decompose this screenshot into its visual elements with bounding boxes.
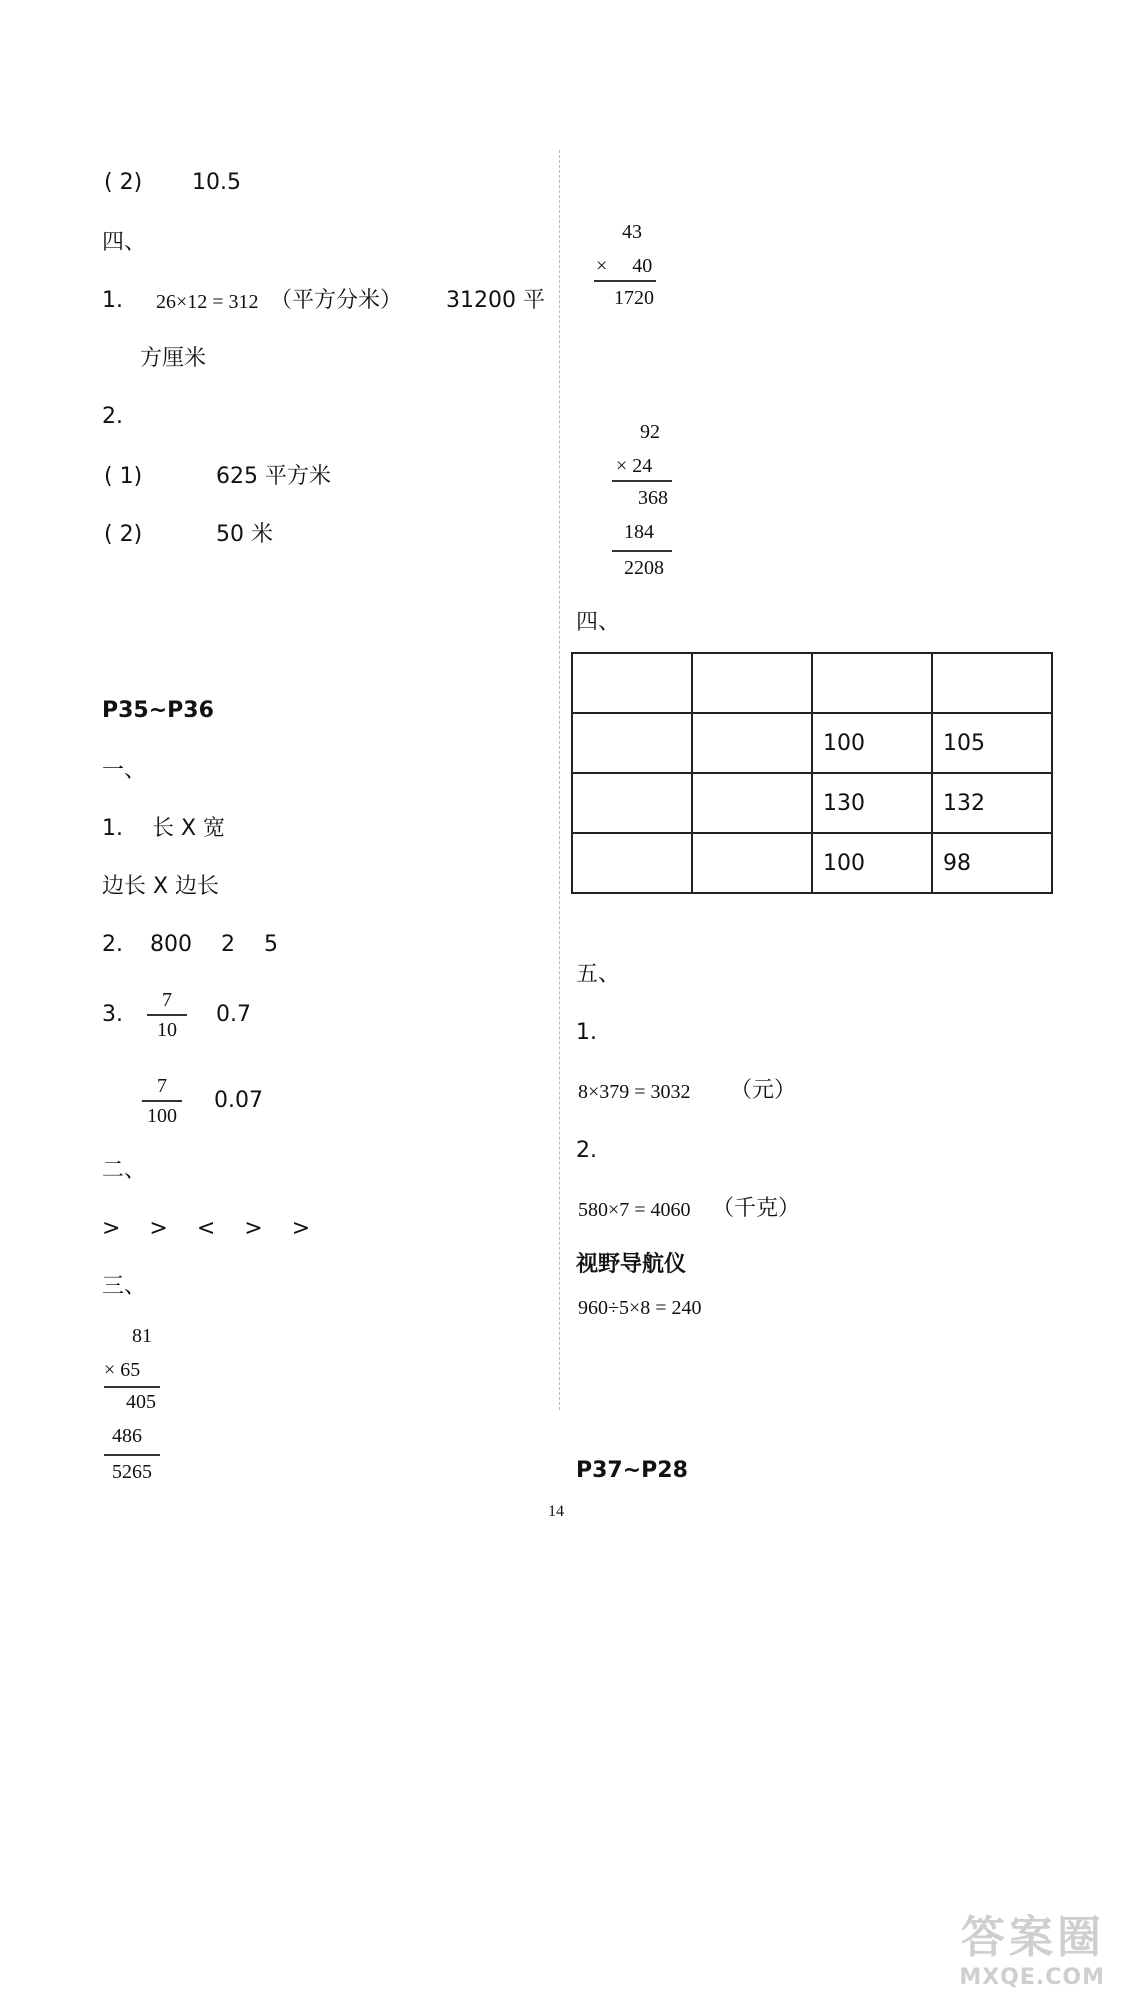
- weight-equation: 580×7 = 4060: [578, 1199, 691, 1221]
- product-result: 5265: [112, 1461, 152, 1483]
- item-index: ( 1): [104, 464, 143, 489]
- product-result: 1720: [614, 287, 654, 309]
- vision-equation: 960÷5×8 = 240: [578, 1297, 702, 1319]
- table-cell: [692, 773, 812, 833]
- multiplicand: 92: [640, 421, 660, 443]
- section-three-heading: 三、: [102, 1274, 147, 1299]
- question-number: 3.: [102, 1002, 123, 1027]
- square-area-formula: 边长 X 边长: [102, 874, 220, 899]
- decimal-value: 0.07: [214, 1088, 263, 1113]
- watermark-logo: [959, 1901, 1105, 1990]
- section-five-heading: 五、: [576, 962, 621, 987]
- unit-label: （元）: [730, 1078, 797, 1103]
- fraction: [147, 988, 187, 1042]
- table-cell: [572, 833, 692, 893]
- multiplier: × 40: [596, 255, 653, 277]
- section-four-heading: 四、: [102, 230, 147, 255]
- table-cell: 98: [932, 833, 1052, 893]
- calc-line: [612, 480, 672, 482]
- section-four-heading: 四、: [576, 610, 621, 635]
- table-cell: 132: [932, 773, 1052, 833]
- multiplier: × 24: [616, 455, 653, 477]
- multiplier: × 65: [104, 1359, 141, 1381]
- table-cell: 100: [812, 833, 932, 893]
- table-row: [572, 833, 1052, 893]
- fraction-denominator: 100: [147, 1104, 177, 1127]
- multiplicand: 81: [132, 1325, 152, 1347]
- conversion-value: 31200 平: [446, 288, 545, 313]
- item-index: ( 2): [104, 170, 143, 195]
- area-equation: 26×12 = 312: [156, 291, 259, 313]
- partial-product: 184: [624, 521, 654, 543]
- fraction-numerator: 7: [157, 1075, 167, 1097]
- calc-line: [594, 280, 656, 282]
- question-number: 1.: [576, 1020, 597, 1045]
- table-cell: 105: [932, 713, 1052, 773]
- cost-equation: 8×379 = 3032: [578, 1081, 691, 1103]
- watermark-text: 答案圈: [961, 1912, 1105, 1963]
- unit-label: （千克）: [712, 1196, 801, 1221]
- page-range-heading: P35~P36: [102, 698, 214, 723]
- fraction-numerator: 7: [162, 989, 172, 1011]
- partial-product: 368: [638, 487, 668, 509]
- item-value: 50 米: [216, 522, 273, 547]
- item-value: 10.5: [192, 170, 241, 195]
- fraction: [142, 1074, 182, 1128]
- item-index: ( 2): [104, 522, 143, 547]
- question-number: 2.: [102, 404, 123, 429]
- item-value: 625 平方米: [216, 464, 331, 489]
- table-row: [572, 713, 1052, 773]
- calc-line: [612, 550, 672, 552]
- rectangle-area-formula: 长 X 宽: [152, 816, 226, 841]
- table-cell: [932, 653, 1052, 713]
- section-two-heading: 二、: [102, 1158, 147, 1183]
- calc-line: [104, 1454, 160, 1456]
- watermark-url: MXQE.COM: [959, 1965, 1105, 1990]
- partial-product: 405: [126, 1391, 156, 1413]
- multiplicand: 43: [622, 221, 642, 243]
- table-cell: [572, 713, 692, 773]
- decimal-value: 0.7: [216, 1002, 251, 1027]
- section-one-heading: 一、: [102, 758, 147, 783]
- table-row: [572, 773, 1052, 833]
- table-cell: 130: [812, 773, 932, 833]
- calc-line: [104, 1386, 160, 1388]
- partial-product: 486: [112, 1425, 142, 1447]
- question-number: 2.: [576, 1138, 597, 1163]
- comparison-signs: > > < > >: [102, 1216, 311, 1241]
- table-cell: [572, 653, 692, 713]
- answer-table: [571, 652, 1053, 894]
- table-cell: [572, 773, 692, 833]
- table-row: [572, 653, 1052, 713]
- question-number: 1.: [102, 816, 123, 841]
- question-number: 1.: [102, 288, 123, 313]
- page-number: 14: [548, 1503, 564, 1520]
- product-result: 2208: [624, 557, 664, 579]
- conversion-unit: 方厘米: [140, 346, 207, 371]
- vision-navigator-heading: 视野导航仪: [576, 1252, 687, 1277]
- unit-label: （平方分米）: [270, 288, 403, 313]
- fraction-denominator: 10: [157, 1018, 177, 1041]
- table-cell: 100: [812, 713, 932, 773]
- table-cell: [692, 833, 812, 893]
- answer-values: 800 2 5: [150, 932, 278, 957]
- page-range-heading: P37~P28: [576, 1458, 688, 1483]
- question-number: 2.: [102, 932, 123, 957]
- table-cell: [692, 713, 812, 773]
- table-cell: [692, 653, 812, 713]
- column-divider: [559, 150, 560, 1410]
- table-cell: [812, 653, 932, 713]
